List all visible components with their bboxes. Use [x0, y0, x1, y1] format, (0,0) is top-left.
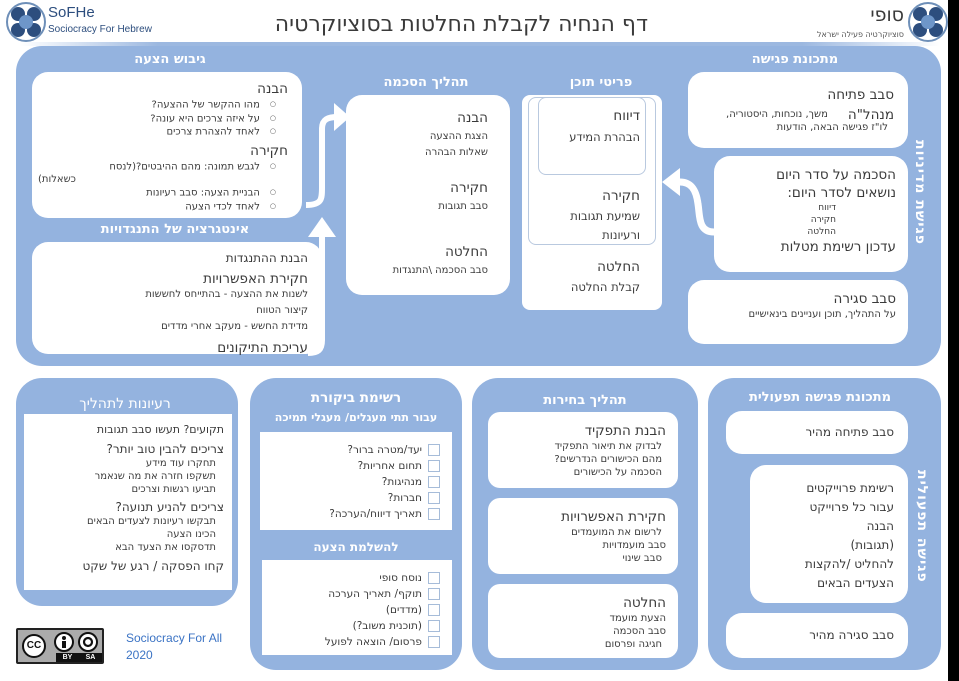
options-item: סבב שינוי	[622, 553, 662, 564]
right-edge-strip	[948, 0, 959, 681]
decision-detail: קבלת החלטה	[570, 280, 640, 294]
sofi-subtitle: סוציוקרטיה פעילה ישראל	[817, 30, 904, 39]
process-ideas-title: רעיונות לתהליך	[79, 396, 171, 412]
process-ideas-card	[24, 414, 232, 590]
operational-meeting-side-label: פגישה תפעולית	[914, 470, 930, 583]
shaping-explore-bullet-cont: כשאלות)	[38, 174, 76, 185]
agenda-card	[714, 156, 908, 272]
agenda-footer: עדכון רשימת מטלות	[780, 239, 896, 255]
decision-title: החלטה	[597, 259, 640, 275]
checklist-title: רשימת ביקורת	[310, 390, 402, 406]
project-line: הבנה	[866, 519, 894, 533]
elections-role-card	[488, 412, 678, 488]
completion-item[interactable]	[268, 618, 440, 634]
agenda-item: החלטה	[807, 227, 836, 237]
checkbox[interactable]	[428, 476, 440, 488]
proposal-shaping-title: גיבוש הצעה	[134, 52, 206, 67]
completion-item-label: פרסום/ הוצאה לפועל	[324, 636, 422, 648]
project-line: להחליט /להקצות	[804, 557, 894, 571]
checkbox[interactable]	[428, 604, 440, 616]
agenda-subtitle: נושאים לסדר היום:	[787, 185, 896, 201]
shaping-explore-bullet: ○ הבניית הצעה: סבב רעיונות	[38, 186, 276, 200]
explore-detail-1: שמיעת תגובות	[570, 209, 640, 223]
consent-explore-title: חקירה	[450, 180, 488, 196]
objection-integration-title: אינטגרציה של התנגדויות	[100, 222, 250, 237]
ideas-move-title: צריכים להניע תנועה?	[115, 500, 224, 514]
checklist-card	[260, 432, 452, 530]
closing-round-detail: על התהליך, תוכן ועניינים בינאישיים	[748, 309, 896, 320]
explore-title: חקירה	[602, 188, 640, 204]
explore-detail-2: ורעיונות	[602, 228, 640, 242]
consent-explore-detail: סבב תגובות	[438, 201, 488, 212]
ideas-understand-title: צריכים להבין טוב יותר?	[106, 442, 224, 456]
checklist-item[interactable]	[266, 458, 440, 474]
checklist-item-label: תחום אחריות?	[357, 460, 422, 472]
opening-round-card	[688, 72, 908, 148]
completion-item-label: תוקף/ תאריך הערכה	[328, 588, 422, 600]
closing-round-title: סבב סגירה	[833, 291, 896, 307]
checkbox[interactable]	[428, 572, 440, 584]
completion-item-label: נוסח סופי	[379, 572, 422, 584]
elections-decision-item: הצעת מועמד	[609, 613, 666, 624]
objection-amend: עריכת התיקונים	[217, 340, 308, 356]
ideas-understand-item: תחקרו עוד מידע	[145, 458, 216, 469]
elections-decision-item: חגיגה ופרסום	[604, 639, 662, 650]
opening-round-title: סבב פתיחה	[827, 87, 894, 103]
role-item: הסכמה על הכישורים	[573, 467, 662, 478]
checklist-item-label: מנהיגות?	[381, 476, 422, 488]
agenda-item: דיווח	[818, 203, 836, 213]
credit-link[interactable]	[126, 630, 222, 664]
objection-explore-item: מדידת החשש - מעקב אחרי מדדים	[161, 321, 308, 332]
sofi-logo	[808, 2, 948, 44]
checklist-item[interactable]	[266, 474, 440, 490]
objection-integration-card	[32, 242, 322, 354]
objection-explore-item: לשנות את ההצעה - בהתייחס לחששות	[145, 289, 308, 300]
shaping-explore-bullet: ○ לאחד לכדי הצעה	[38, 200, 276, 214]
sofhe-logo-icon	[6, 2, 46, 42]
elections-decision-item: סבב הסכמה	[613, 626, 666, 637]
sofhe-logo	[6, 2, 156, 44]
ideas-understand-item: תביעו רגשות וצרכים	[131, 484, 216, 495]
report-detail: הבהרת המידע	[569, 130, 640, 144]
shaping-understand-bullet: ○ לאחד להצהרת צרכים	[38, 125, 276, 139]
checkbox[interactable]	[428, 508, 440, 520]
checklist-item-label: יעד/מטרה ברור?	[347, 444, 422, 456]
admin-label: מנהל"ה	[847, 107, 894, 123]
completion-item-label: (מדדים)	[385, 604, 422, 616]
shaping-understand-title: הבנה	[257, 81, 288, 97]
report-title: דיווח	[613, 108, 640, 124]
content-items-card	[522, 95, 662, 310]
project-line: רשימת פרוייקטים	[806, 481, 894, 495]
shaping-understand-bullet: ○ מהו ההקשר של ההצעה?	[38, 98, 276, 112]
elections-decision-card	[488, 584, 678, 658]
completion-item[interactable]	[268, 634, 440, 650]
consent-decision-detail: סבב הסכמה \התנגדות	[392, 265, 488, 276]
consent-process-card	[346, 95, 510, 295]
ideas-understand-item: תשקפו חזרה את מה שנאמר	[94, 471, 216, 482]
admin-detail-2: לו"ז פגישה הבאה, הודעות	[776, 122, 888, 133]
completion-item[interactable]	[268, 586, 440, 602]
project-line: עבור כל פרוייקט	[809, 500, 894, 514]
license-labels	[56, 653, 102, 662]
operational-meeting-title: מתכונת פגישה תפעולית	[748, 390, 892, 405]
consent-process-title: תהליך הסכמה	[383, 75, 469, 90]
ideas-move-item: תדסקסו את הצעד הבא	[115, 542, 216, 553]
elections-decision-title: החלטה	[623, 595, 666, 611]
checkbox[interactable]	[428, 620, 440, 632]
checkbox[interactable]	[428, 492, 440, 504]
checklist-item[interactable]	[266, 506, 440, 522]
consent-decision-title: החלטה	[445, 244, 488, 260]
credit-line-1: Sociocracy For All	[126, 631, 223, 645]
sofhe-name: SoFHe	[48, 4, 95, 21]
elections-options-card	[488, 498, 678, 574]
completion-item[interactable]	[268, 602, 440, 618]
operational-opening-card	[726, 411, 908, 454]
objection-explore-title: חקירת האפשרויות	[203, 271, 308, 287]
checkbox[interactable]	[428, 588, 440, 600]
operational-opening: סבב פתיחה מהיר	[805, 425, 894, 439]
options-title: חקירת האפשרויות	[561, 509, 666, 525]
project-line: הצעדים הבאים	[817, 576, 894, 590]
operational-projects-card	[750, 465, 908, 603]
ideas-stuck: תקועים? תעשו סבב תגובות	[96, 423, 224, 436]
checklist-subtitle: עבור תתי מעגלים/ מעגלי תמיכה	[274, 411, 438, 424]
by-label: BY	[62, 654, 73, 661]
checkbox[interactable]	[428, 636, 440, 648]
attribution-icon	[54, 632, 74, 652]
meeting-recipe-title: מתכונת פגישה	[751, 52, 839, 67]
cc-license-badge[interactable]	[16, 628, 104, 664]
policy-meeting-side-label: פגישת מדיניות	[912, 140, 928, 245]
shaping-explore-bullet: ○ לגבש תמונה: מהם ההיבטים?(לנסח	[38, 160, 276, 174]
objection-explore-item: קיצור הטווח	[256, 305, 308, 316]
shaping-explore-title: חקירה	[250, 142, 288, 159]
share-alike-icon	[78, 632, 98, 652]
role-item: לבדוק את תיאור התפקיד	[554, 441, 662, 452]
options-item: סבב מועמדויות	[602, 540, 666, 551]
page-title: דף הנחיה לקבלת החלטות בסוציוקרטיה	[274, 12, 648, 37]
role-title: הבנת התפקיד	[584, 423, 666, 439]
sofhe-subtitle: Sociocracy For Hebrew	[48, 24, 152, 35]
ideas-move-item: תבקשו רעיונות לצעדים הבאים	[86, 516, 216, 527]
operational-closing: סבב סגירה מהיר	[809, 628, 894, 642]
role-item: מהם הכישורים הנדרשים?	[554, 454, 662, 465]
objection-understand: הבנת ההתנגדות	[225, 251, 308, 265]
sofi-logo-icon	[908, 2, 948, 42]
checkbox[interactable]	[428, 460, 440, 472]
sofi-name: סופי	[870, 4, 904, 26]
checklist-item-label: תאריך דיווח/הערכה?	[329, 508, 422, 520]
closing-round-card	[688, 280, 908, 344]
cc-icon: CC	[22, 634, 46, 658]
ideas-move-item: הכינו הצעה	[166, 529, 216, 540]
admin-detail-1: משך, נוכחות, היסטוריה,	[726, 109, 828, 120]
content-items-title: פריטי תוכן	[569, 75, 633, 90]
consent-understand-detail-2: שאלות הבהרה	[425, 147, 488, 158]
credit-line-2: 2020	[126, 648, 153, 662]
arrow-agenda-to-content-icon	[660, 160, 720, 240]
agenda-item: חקירה	[810, 215, 836, 225]
completion-item-label: (תוכנית משוב?)	[352, 620, 422, 632]
shaping-understand-bullet: ○ על איזה צרכים היא עונה?	[38, 112, 276, 126]
checklist-item[interactable]	[266, 490, 440, 506]
consent-understand-title: הבנה	[457, 110, 488, 126]
operational-closing-card	[726, 613, 908, 658]
project-line: (תגובות)	[850, 538, 894, 552]
completion-item[interactable]	[268, 570, 440, 586]
ideas-pause: קחו הפסקה / רגע של שקט	[82, 559, 224, 573]
completion-title: להשלמת הצעה	[313, 540, 399, 554]
agenda-title: הסכמה על סדר היום	[776, 167, 896, 183]
options-item: לרשום את המועמדים	[571, 527, 662, 538]
elections-title: תהליך בחירות	[543, 393, 627, 408]
completion-card	[262, 560, 452, 655]
checklist-item[interactable]	[266, 442, 440, 458]
checkbox[interactable]	[428, 444, 440, 456]
sa-label: SA	[85, 654, 96, 661]
consent-understand-detail-1: הצגת ההצעה	[429, 131, 488, 142]
proposal-shaping-card	[32, 72, 302, 218]
checklist-item-label: חברות?	[387, 492, 422, 504]
